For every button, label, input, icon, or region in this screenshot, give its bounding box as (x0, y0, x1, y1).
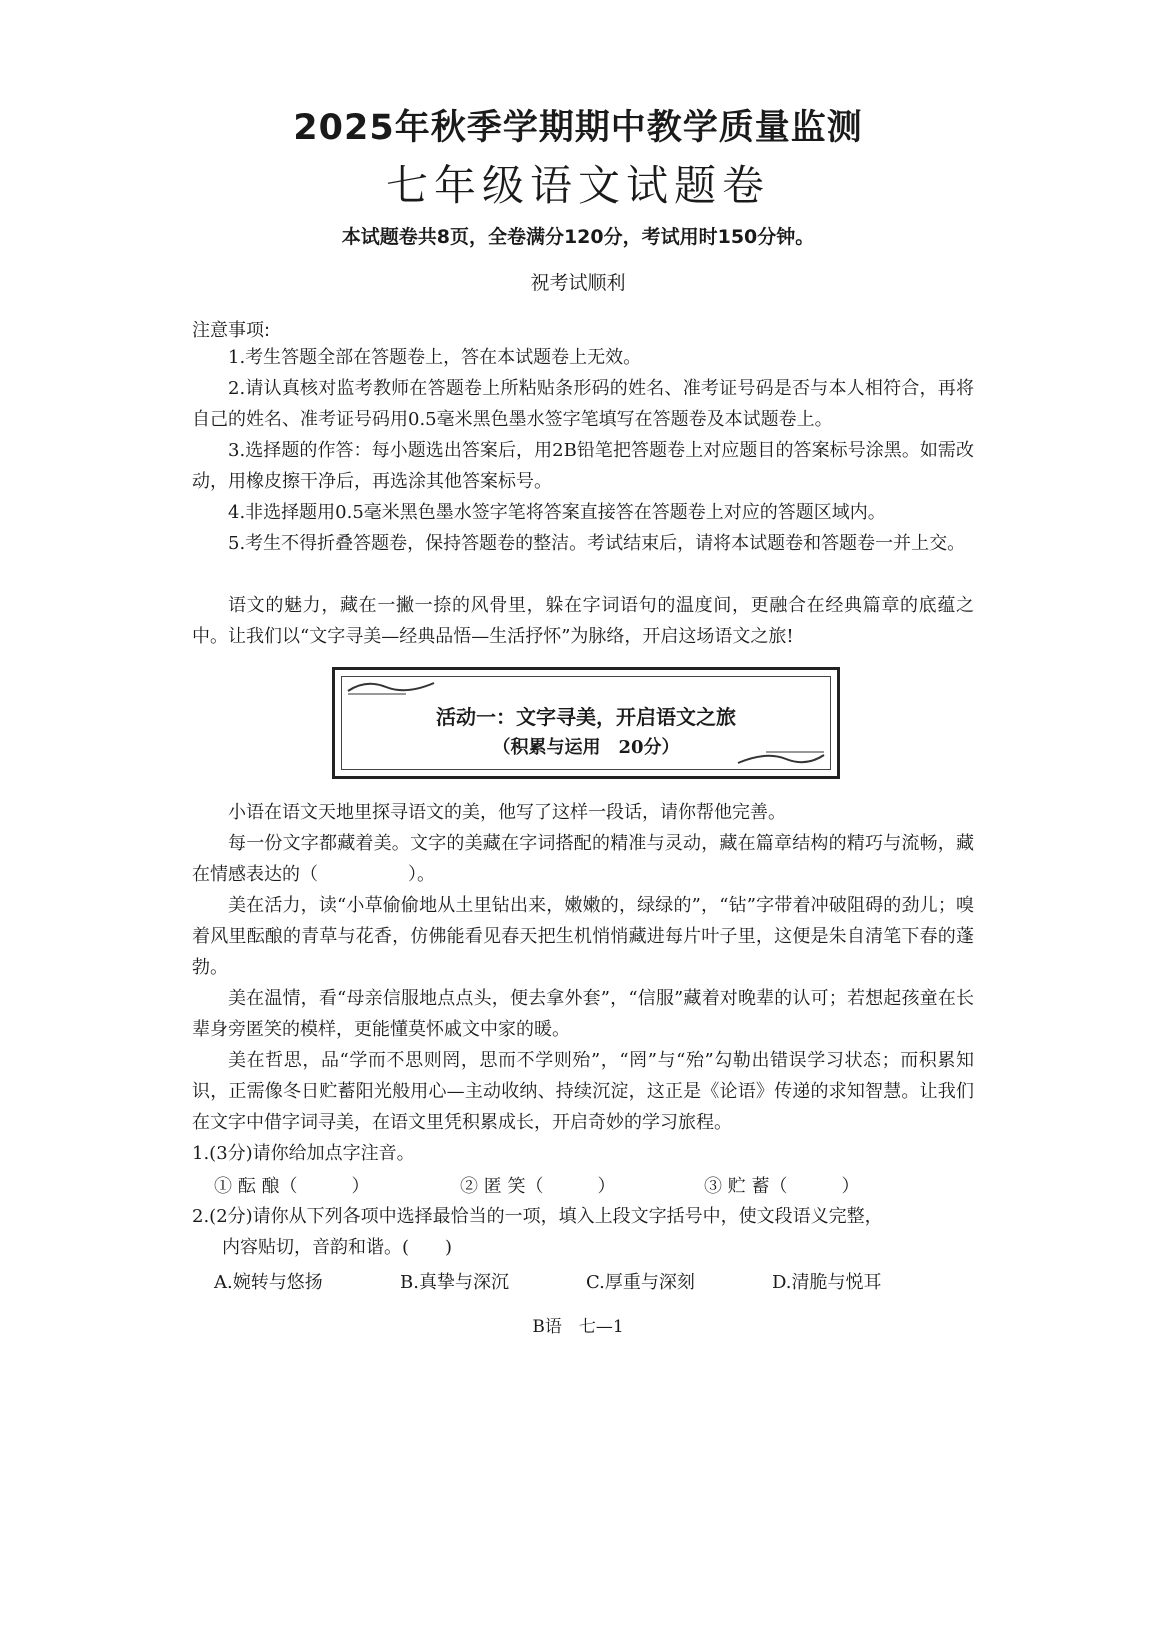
question-2-stem: 2.(2分)请你从下列各项中选择最恰当的一项，填入上段文字括号中，使文段语义完整， (192, 1206, 883, 1227)
exam-subtitle: 七年级语文试题卷 (385, 161, 770, 210)
q2-option-c: C.厚重与深刻 (586, 1272, 695, 1293)
q1-item-1: ① 酝 酿（ ） (214, 1176, 370, 1197)
question-1-stem: 1.(3分)请你给加点字注音。 (192, 1143, 415, 1164)
notice-item-5: 5.考生不得折叠答题卷，保持答题卷的整洁。考试结束后，请将本试题卷和答题卷一并上交。 (228, 533, 966, 554)
notice-item-4: 4.非选择题用0.5毫米黑色墨水签字笔将答案直接答在答题卷上对应的答题区域内。 (228, 502, 886, 523)
exam-info: 本试题卷共8页，全卷满分120分，考试用时150分钟。 (341, 226, 815, 248)
page-footer: B语 七—1 (532, 1317, 624, 1337)
q2-option-a: A.婉转与悠扬 (214, 1272, 323, 1293)
activity-title: 活动一：文字寻美，开启语文之旅 (436, 705, 736, 729)
q1-item-2: ② 匿 笑（ ） (460, 1176, 616, 1197)
activity-banner (332, 667, 840, 779)
activity-subtitle: （积累与运用 20分） (492, 737, 680, 758)
q1-item-3: ③ 贮 蓄（ ） (704, 1176, 860, 1197)
passage-paragraph-4: 美在哲思，品“学而不思则罔，思而不学则殆”，“罔”与“殆”勾勒出错误学习状态；而积累知识，正需像冬日贮蓄阳光般用心—主动收纳、持续沉淀，这正是《论语》传递的求知智慧。让我们在文字中借字词寻美，在语文里凭积累成长，开启奇妙的学习旅程。 (192, 1050, 974, 1133)
notice-item-2: 2.请认真核对监考教师在答题卷上所粘贴条形码的姓名、准考证号码是否与本人相符合，再将自己的姓名、准考证号码用0.5毫米黑色墨水签字笔填写在答题卷及本试题卷上。 (192, 378, 974, 430)
passage-paragraph-1: 每一份文字都藏着美。文字的美藏在字词搭配的精准与灵动，藏在篇章结构的精巧与流畅，藏在情感表达的（ ）。 (192, 833, 974, 885)
exam-title: 2025年秋季学期期中教学质量监测 (293, 108, 863, 148)
notice-heading: 注意事项: (192, 320, 271, 341)
q2-option-d: D.清脆与悦耳 (772, 1272, 882, 1293)
question-2-stem-cont: 内容贴切，音韵和谐。( ) (222, 1237, 453, 1258)
notice-item-1: 1.考生答题全部在答题卷上，答在本试题卷上无效。 (228, 347, 642, 368)
passage-paragraph-3: 美在温情，看“母亲信服地点点头，便去拿外套”，“信服”藏着对晚辈的认可；若想起孩童在长辈身旁匿笑的模样，更能懂莫怀戚文中家的暖。 (192, 988, 974, 1040)
good-luck-text: 祝考试顺利 (530, 272, 626, 294)
passage-paragraph-2: 美在活力，读“小草偷偷地从土里钻出来，嫩嫩的，绿绿的”，“钻”字带着冲破阻碍的劲儿；嗅着风里酝酿的青草与花香，仿佛能看见春天把生机悄悄藏进每片叶子里，这便是朱自清笔下春的蓬勃。 (192, 895, 974, 978)
intro-paragraph: 语文的魅力，藏在一撇一捺的风骨里，躲在字词语句的温度间，更融合在经典篇章的底蕴之中。让我们以“文字寻美—经典品悟—生活抒怀”为脉络，开启这场语文之旅! (192, 595, 974, 647)
notice-item-3: 3.选择题的作答：每小题选出答案后，用2B铅笔把答题卷上对应题目的答案标号涂黑。如需改动，用橡皮擦干净后，再选涂其他答案标号。 (192, 440, 974, 492)
banner-flourish-left-icon (346, 677, 436, 697)
passage-intro: 小语在语文天地里探寻语文的美，他写了这样一段话，请你帮他完善。 (228, 802, 786, 823)
q2-option-b: B.真挚与深沉 (400, 1272, 509, 1293)
